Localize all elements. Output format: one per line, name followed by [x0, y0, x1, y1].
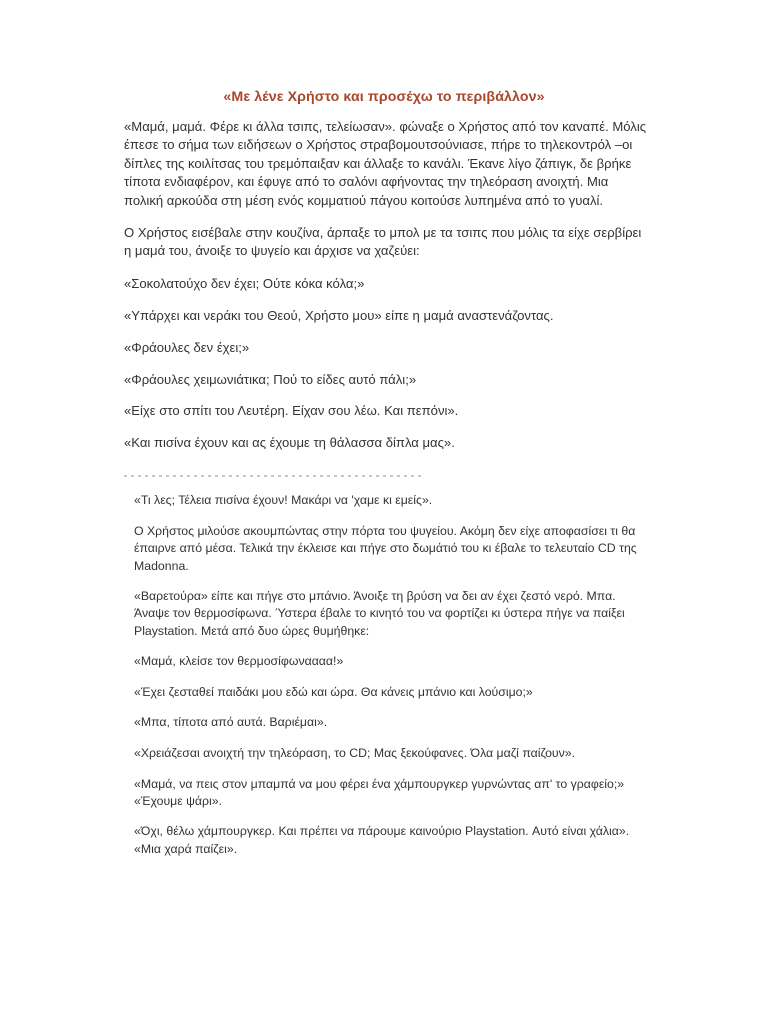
page-cut-remnant: [124, 473, 424, 478]
dialogue-line: «Είχε στο σπίτι του Λευτέρη. Είχαν σου λέω. Και πεπόνι».: [124, 403, 459, 419]
paragraph: «Μαμά, μαμά. Φέρε κι άλλα τσιπς, τελείωσαν». φώναξε ο Χρήστος από τον καναπέ. Μόλις έπεσε το σήμα των ειδήσεων ο Χρήστος στραβομουτσούνιασε, πήρε το τηλεκοντρόλ –οι δίπλες της κοιλίτσας του τρεμόπαιξαν και άλλαξε το κανάλι. Έκανε λίγο ζάπιγκ, δε βρήκε τίποτα ενδιαφέρον, και έφυγε από το σαλόνι αφήνοντας την τηλεόραση ανοιχτή. Μια πολική αρκούδα στη μέση ενός κομματιού πάγου κοιτούσε λυπημένα από το γυαλί.: [124, 119, 647, 208]
dialogue-line: «Φράουλες δεν έχει;»: [124, 339, 250, 355]
dialogue-line: «Τι λες; Τέλεια πισίνα έχουν! Μακάρι να 'χαμε κι εμείς».: [134, 493, 433, 507]
dialogue-line: «Σοκολατούχο δεν έχει; Ούτε κόκα κόλα;»: [124, 275, 365, 291]
dialogue-line: «Μαμά, να πεις στον μπαμπά να μου φέρει ένα χάμπουργκερ γυρνώντας απ' το γραφείο;» «Έχουμε ψάρι».: [134, 776, 625, 809]
dialogue-line: «Φράουλες χειμωνιάτικα; Πού το είδες αυτό πάλι;»: [124, 371, 417, 387]
paragraph: Ο Χρήστος εισέβαλε στην κουζίνα, άρπαξε το μπολ με τα τσιπς που μόλις τα είχε σερβίρει η μαμά του, άνοιξε το ψυγείο και άρχισε να χαζεύει:: [124, 225, 642, 259]
document-title: «Με λένε Χρήστο και προσέχω το περιβάλλον»: [223, 89, 545, 105]
dialogue-line: «Και πισίνα έχουν και ας έχουμε τη θάλασσα δίπλα μας».: [124, 435, 455, 451]
dialogue-line: «Έχει ζεσταθεί παιδάκι μου εδώ και ώρα. Θα κάνεις μπάνιο και λούσιμο;»: [134, 684, 533, 699]
paragraph: «Βαρετούρα» είπε και πήγε στο μπάνιο. Άνοιξε τη βρύση να δει αν έχει ζεστό νερό. Μπα. Άναψε τον θερμοσίφωνα. Ύστερα έβαλε το κινητό του να φορτίζει κι ύστερα πήγε να παίξει Playstation. Μετά από δυο ώρες θυμήθηκε:: [134, 588, 625, 639]
story-section-2: [134, 492, 646, 871]
dialogue-line: «Μπα, τίποτα από αυτά. Βαριέμαι».: [134, 715, 328, 730]
dialogue-line: «Χρειάζεσαι ανοιχτή την τηλεόραση, το CD; Μας ξεκούφανες. Όλα μαζί παίζουν».: [134, 745, 576, 760]
paragraph: Ο Χρήστος μιλούσε ακουμπώντας στην πόρτα του ψυγείου. Ακόμη δεν είχε αποφασίσει τι θα έπαιρνε από μέσα. Τελικά την έκλεισε και πήγε στο δωμάτιό του κι έβαλε το τελευταίο CD της Madonna.: [134, 523, 637, 573]
dialogue-line: «Υπάρχει και νεράκι του Θεού, Χρήστο μου» είπε η μαμά αναστενάζοντας.: [124, 307, 554, 323]
dialogue-line: «Μαμά, κλείσε τον θερμοσίφωναααα!»: [134, 654, 344, 669]
dialogue-line: «Όχι, θέλω χάμπουργκερ. Και πρέπει να πάρουμε καινούριο Playstation. Αυτό είναι χάλια». «Μια χαρά παίζει».: [134, 824, 630, 856]
story-section-1: [124, 118, 650, 466]
